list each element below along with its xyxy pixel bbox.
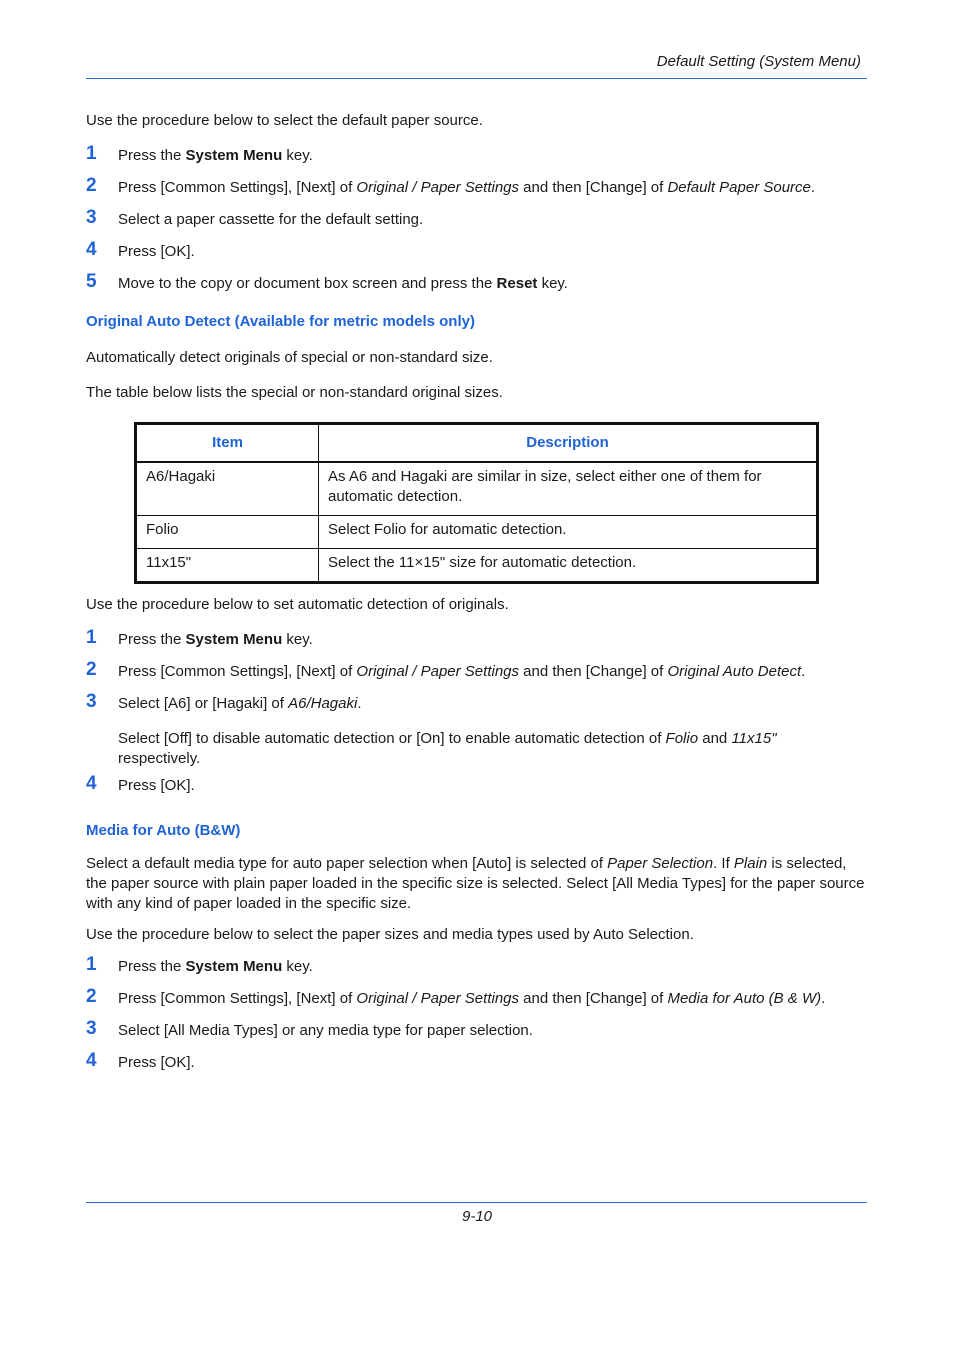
step-item xyxy=(86,239,876,264)
procedure-intro-paragraph: Use the procedure below to set automatic detection of originals. xyxy=(86,596,509,613)
step-text: Press [Common Settings], [Next] of Original / Paper Settings and then [Change] of Default Paper Source. xyxy=(118,179,816,196)
table-cell: 11x15" xyxy=(136,549,319,583)
step-text: Move to the copy or document box screen and press the Reset key. xyxy=(118,275,568,292)
step-number: 1 xyxy=(86,954,97,975)
step-item xyxy=(86,1050,876,1075)
step-item xyxy=(86,175,876,200)
step-number: 2 xyxy=(86,659,97,680)
step-text: Press [Common Settings], [Next] of Original / Paper Settings and then [Change] of Original Auto Detect. xyxy=(118,663,806,680)
table-cell: Folio xyxy=(136,516,319,549)
step-note: Select [Off] to disable automatic detection or [On] to enable automatic detection of Folio and 11x15" respectively. xyxy=(118,730,777,767)
description-paragraph: Automatically detect originals of special or non-standard size. xyxy=(86,349,493,366)
step-text: Press [OK]. xyxy=(118,1054,195,1071)
step-number: 3 xyxy=(86,691,97,712)
header-rule xyxy=(86,78,867,79)
step-text: Select [All Media Types] or any media type for paper selection. xyxy=(118,1022,533,1039)
table-cell: Select the 11×15" size for automatic detection. xyxy=(319,549,818,583)
step-number: 4 xyxy=(86,239,97,260)
step-number: 5 xyxy=(86,271,97,292)
media-description-paragraph: Select a default media type for auto paper selection when [Auto] is selected of Paper Selection. If Plain is selected, the paper source with plain paper loaded in the specific size is selected. Select [All Media Types] for the paper source with any kind of paper loaded in the specific size. xyxy=(86,855,865,912)
step-item xyxy=(86,271,876,296)
step-text: Press [OK]. xyxy=(118,777,195,794)
step-item xyxy=(86,207,876,232)
table-header-row xyxy=(136,424,818,463)
table-cell: As A6 and Hagaki are similar in size, select either one of them for automatic detection. xyxy=(319,462,818,516)
table-intro-paragraph: The table below lists the special or non-standard original sizes. xyxy=(86,384,503,401)
step-number: 3 xyxy=(86,1018,97,1039)
step-number: 2 xyxy=(86,986,97,1007)
table-row xyxy=(136,516,818,549)
original-sizes-table xyxy=(134,422,819,584)
step-item xyxy=(86,954,876,979)
section-heading-original-auto-detect: Original Auto Detect (Available for metric models only) xyxy=(86,313,475,330)
table-row xyxy=(136,549,818,583)
step-text: Select [A6] or [Hagaki] of A6/Hagaki. xyxy=(118,695,362,712)
step-item xyxy=(86,1018,876,1043)
step-text: Press [OK]. xyxy=(118,243,195,260)
table-row xyxy=(136,462,818,516)
step-text: Press the System Menu key. xyxy=(118,958,313,975)
step-text: Press [Common Settings], [Next] of Original / Paper Settings and then [Change] of Media for Auto (B & W). xyxy=(118,990,826,1007)
step-text: Select a paper cassette for the default setting. xyxy=(118,211,424,228)
step-text: Press the System Menu key. xyxy=(118,147,313,164)
column-header-item: Item xyxy=(136,424,319,463)
step-item xyxy=(86,773,876,798)
step-number: 3 xyxy=(86,207,97,228)
intro-paragraph: Use the procedure below to select the default paper source. xyxy=(86,112,483,129)
step-text: Press the System Menu key. xyxy=(118,631,313,648)
step-item xyxy=(86,986,876,1011)
running-header: Default Setting (System Menu) xyxy=(656,53,861,70)
section-heading-media-for-auto: Media for Auto (B&W) xyxy=(86,822,241,839)
table-cell: Select Folio for automatic detection. xyxy=(319,516,818,549)
step-item xyxy=(86,659,876,684)
page-number: 9-10 xyxy=(461,1208,493,1225)
footer-rule xyxy=(86,1202,867,1203)
step-number: 1 xyxy=(86,143,97,164)
column-header-description: Description xyxy=(319,424,818,463)
step-number: 4 xyxy=(86,1050,97,1071)
step-number: 4 xyxy=(86,773,97,794)
step-number: 1 xyxy=(86,627,97,648)
step-number: 2 xyxy=(86,175,97,196)
table-cell: A6/Hagaki xyxy=(136,462,319,516)
media-procedure-intro: Use the procedure below to select the paper sizes and media types used by Auto Selection. xyxy=(86,926,694,943)
step-item xyxy=(86,627,876,652)
step-item xyxy=(86,143,876,168)
step-item xyxy=(86,691,876,716)
